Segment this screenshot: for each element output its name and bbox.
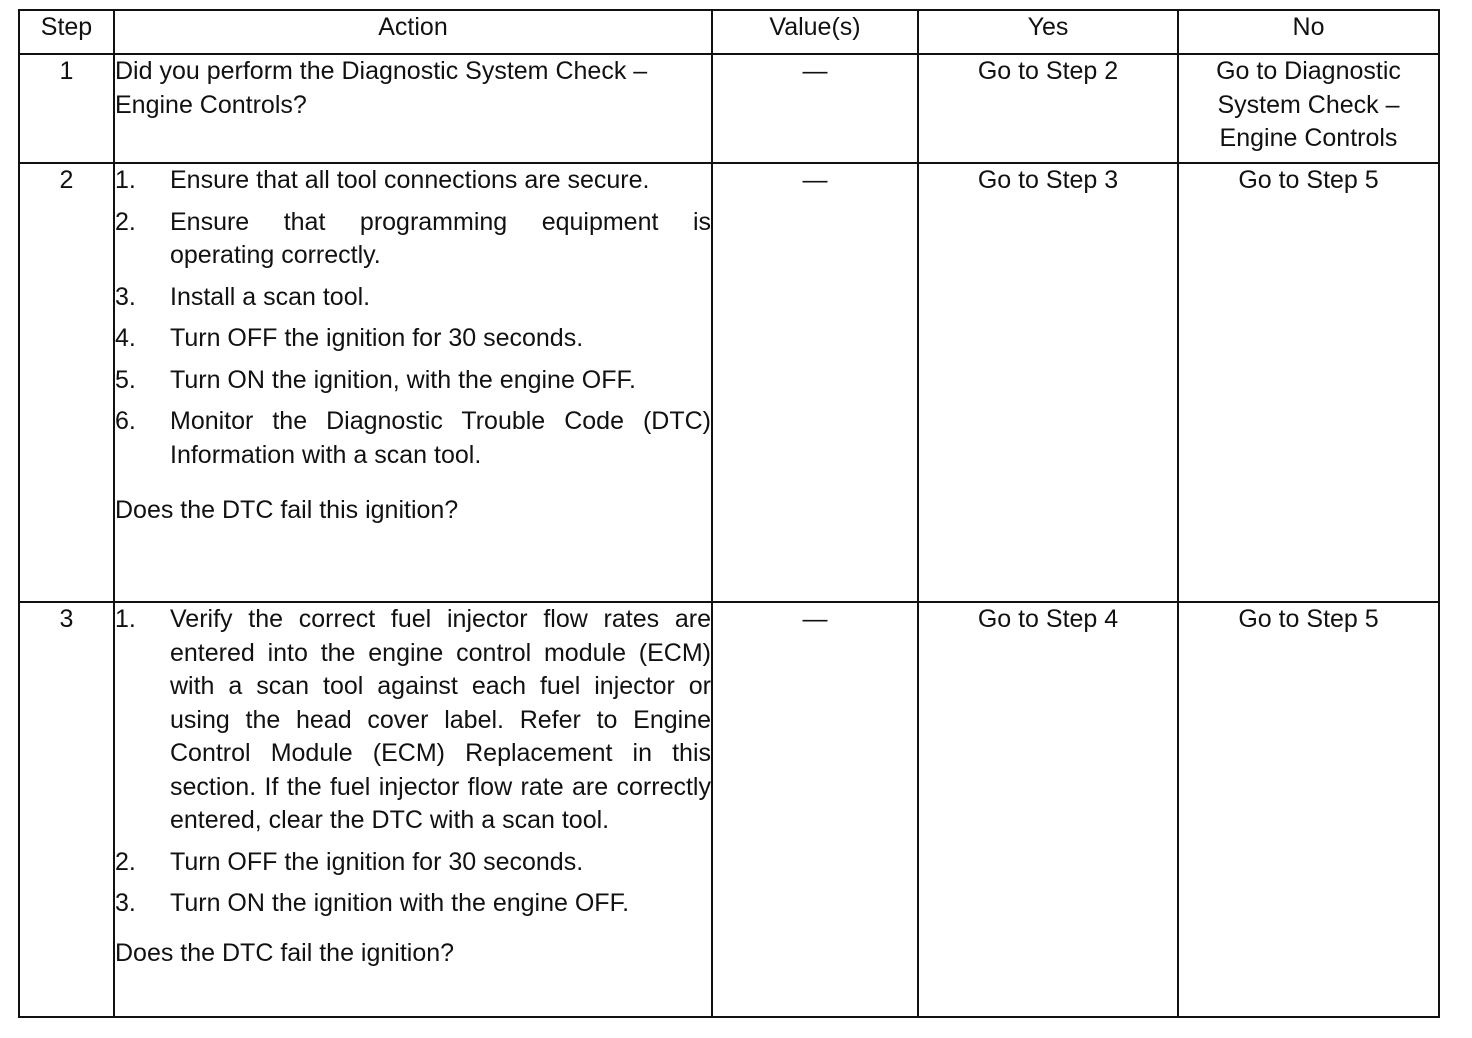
value-cell: — — [712, 602, 918, 1017]
step-number: 2 — [19, 163, 114, 602]
action-item-number: 3. — [115, 282, 136, 311]
action-item-text: Verify the correct fuel injector flow rates are entered into the engine control module (ECM) with a scan tool against each fuel injector or using the head cover label. Refer to Engine Control Module (ECM) Replacement in this section. If the fuel injector flow rate are correctly entered, clear the DTC with a scan tool. — [170, 605, 711, 834]
action-question: Does the DTC fail this ignition? — [115, 496, 459, 524]
action-item-number: 5. — [115, 365, 136, 394]
action-item — [115, 206, 711, 273]
yes-cell: Go to Step 4 — [918, 602, 1178, 1017]
step-number: 1 — [19, 54, 114, 163]
step-number: 3 — [19, 602, 114, 1017]
action-item — [115, 281, 711, 315]
action-item — [115, 364, 711, 398]
table-row — [19, 602, 1439, 1017]
header-yes: Yes — [918, 10, 1178, 54]
action-item — [115, 164, 711, 198]
action-cell — [114, 163, 712, 602]
action-item-text: Turn OFF the ignition for 30 seconds. — [170, 847, 584, 876]
value-cell: — — [712, 163, 918, 602]
action-cell — [114, 54, 712, 163]
table-row — [19, 163, 1439, 602]
header-no: No — [1178, 10, 1439, 54]
value-cell: — — [712, 54, 918, 163]
action-item-text: Turn ON the ignition with the engine OFF. — [170, 889, 630, 917]
action-item-text: Ensure that programming equipment is operating correctly. — [170, 207, 711, 269]
yes-cell: Go to Step 3 — [918, 163, 1178, 602]
action-item-number: 4. — [115, 324, 136, 352]
action-item — [115, 405, 711, 472]
action-question: Did you perform the Diagnostic System Check – Engine Controls? — [115, 57, 648, 119]
action-item-number: 3. — [115, 889, 136, 917]
action-item-number: 1. — [115, 605, 136, 633]
action-item — [115, 846, 711, 880]
diagnostic-table — [18, 9, 1440, 1018]
action-item-text: Ensure that all tool connections are secure. — [170, 166, 650, 194]
action-list — [115, 603, 711, 921]
no-cell: Go to Diagnostic System Check – Engine Controls — [1178, 54, 1439, 163]
action-item-number: 1. — [115, 166, 136, 194]
header-row — [19, 10, 1439, 54]
no-cell: Go to Step 5 — [1178, 163, 1439, 602]
yes-cell: Go to Step 2 — [918, 54, 1178, 163]
header-values: Value(s) — [712, 10, 918, 54]
no-cell: Go to Step 5 — [1178, 602, 1439, 1017]
action-item-text: Install a scan tool. — [170, 282, 371, 311]
action-item-number: 2. — [115, 847, 136, 876]
action-item-text: Turn ON the ignition, with the engine OFF. — [170, 365, 636, 394]
action-item-text: Turn OFF the ignition for 30 seconds. — [170, 324, 584, 352]
header-action: Action — [114, 10, 712, 54]
action-item — [115, 322, 711, 356]
action-question: Does the DTC fail the ignition? — [115, 938, 455, 967]
table-row — [19, 54, 1439, 163]
action-item-number: 6. — [115, 407, 136, 435]
action-cell — [114, 602, 712, 1017]
action-list — [115, 164, 711, 472]
action-item-number: 2. — [115, 207, 136, 236]
action-item-text: Monitor the Diagnostic Trouble Code (DTC) Information with a scan tool. — [170, 407, 711, 469]
action-item — [115, 603, 711, 838]
header-step: Step — [19, 10, 114, 54]
action-item — [115, 887, 711, 921]
